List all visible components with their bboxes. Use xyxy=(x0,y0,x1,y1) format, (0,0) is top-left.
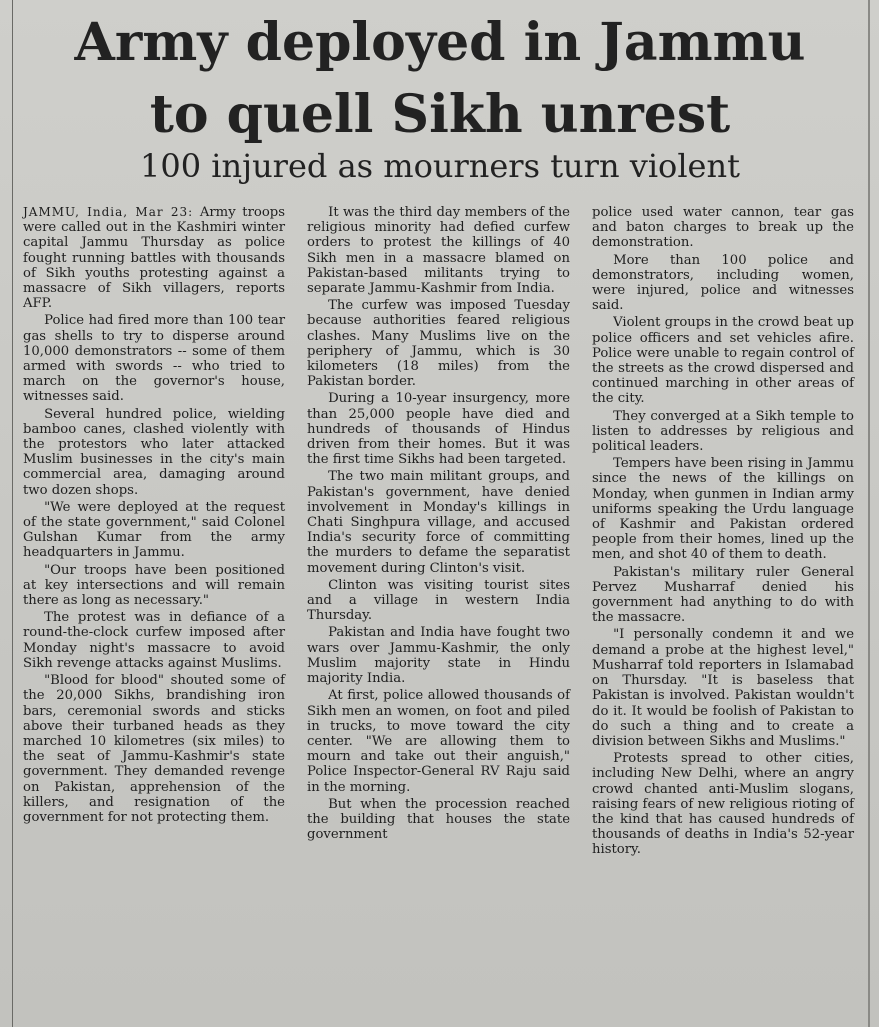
article-paragraph: police used water cannon, tear gas and baton charges to break up the demonstration. xyxy=(592,205,854,251)
article-paragraph: "We were deployed at the request of the state government," said Colonel Gulshan Kumar from the army headquarters in Jammu. xyxy=(23,499,285,561)
article-paragraph: They converged at a Sikh temple to listen to addresses by religious and political leaders. xyxy=(592,408,854,455)
article-column-3 xyxy=(592,205,854,860)
dateline: JAMMU, India, Mar 23: xyxy=(23,205,194,219)
article-paragraph: But when the procession reached the building that houses the state government xyxy=(307,796,570,843)
left-column-rule xyxy=(12,0,13,1027)
right-edge-rule xyxy=(868,0,870,1027)
article-paragraph: The curfew was imposed Tuesday because authorities feared religious clashes. Many Muslims live on the periphery of Jammu, which is 30 kilometers (18 miles) from the Pakistan border. xyxy=(307,298,570,390)
article-paragraph: More than 100 police and demonstrators, including women, were injured, police and witnesses said. xyxy=(592,252,854,314)
article-paragraph: The two main militant groups, and Pakistan's government, have denied involvement in Monday's killings in Chati Singhpura village, and accused India's security force of committing the murders to defame the separatist movement during Clinton's visit. xyxy=(307,469,570,576)
subheadline: 100 injured as mourners turn violent xyxy=(140,147,740,185)
article-paragraph: The protest was in defiance of a round-the-clock curfew imposed after Monday night's massacre to avoid Sikh revenge attacks against Muslims. xyxy=(23,610,285,671)
article-paragraph: "I personally condemn it and we demand a probe at the highest level," Musharraf told reporters in Islamabad on Thursday. "It is baseless that Pakistan is involved. Pakistan wouldn't do it. It would be foolish of Pakistan to do such a thing and to create a division between Sikhs and Muslims." xyxy=(592,627,854,749)
headline-line-1: Army deployed in Jammu xyxy=(74,12,806,73)
article-paragraph: Protests spread to other cities, including New Delhi, where an angry crowd chanted anti-Muslim slogans, raising fears of new religious rioting of the kind that has caused hundreds of thousands of deaths in India's 52-year history. xyxy=(592,751,854,858)
article-paragraph: "Blood for blood" shouted some of the 20,000 Sikhs, brandishing iron bars, ceremonial swords and sticks above their turbaned heads as they marched 10 kilometres (six miles) to the seat of Jammu-Kashmir's state government. They demanded revenge on Pakistan, apprehension of the killers, and resignation of the government for not protecting them. xyxy=(23,673,285,825)
headline-line-2: to quell Sikh unrest xyxy=(149,84,731,145)
dateline-paragraph xyxy=(23,205,285,311)
article-paragraph: Pakistan's military ruler General Pervez Musharraf denied his government had anything to do with the massacre. xyxy=(592,564,854,626)
article-paragraph: During a 10-year insurgency, more than 25,000 people have died and hundreds of thousands of Hindus driven from their homes. But it was the first time Sikhs had been targeted. xyxy=(307,391,570,468)
article-paragraph: Army troops were called out in the Kashmiri winter capital Jammu Thursday as police fought running battles with thousands of Sikh youths protesting against a massacre of Sikh villagers, reports AFP. xyxy=(23,205,285,312)
article-column-1 xyxy=(23,205,285,827)
article-paragraph: At first, police allowed thousands of Sikh men an women, on foot and piled in trucks, to move toward the city center. "We are allowing them to mourn and take out their anguish," Police Inspector-General RV Raju said in the morning. xyxy=(307,688,570,795)
article-paragraph: It was the third day members of the religious minority had defied curfew orders to protest the killings of 40 Sikh men in a massacre blamed on Pakistan-based militants trying to separate Jammu-Kashmir from India. xyxy=(307,205,570,297)
article-column-2 xyxy=(307,205,570,844)
article-paragraph: Violent groups in the crowd beat up police officers and set vehicles afire. Police were unable to regain control of the streets as the crowd dispersed and continued marching in other areas of the city. xyxy=(592,315,854,407)
article-paragraph: Tempers have been rising in Jammu since the news of the killings on Monday, when gunmen in Indian army uniforms speaking the Urdu language of Kashmir and Pakistan ordered people from their homes, lined up the men, and shot 40 of them to death. xyxy=(592,456,854,563)
article-paragraph: Police had fired more than 100 tear gas shells to try to disperse around 10,000 demonstrators -- some of them armed with swords -- who tried to march on the governor's house, witnesses said. xyxy=(23,313,285,405)
article-paragraph: Several hundred police, wielding bamboo canes, clashed violently with the protestors who later attacked Muslim businesses in the city's main commercial area, damaging around two dozen shops. xyxy=(23,406,285,498)
article-paragraph: Pakistan and India have fought two wars over Jammu-Kashmir, the only Muslim majority state in Hindu majority India. xyxy=(307,625,570,687)
article-paragraph: "Our troops have been positioned at key intersections and will remain there as long as necessary." xyxy=(23,562,285,609)
article-paragraph: Clinton was visiting tourist sites and a village in western India Thursday. xyxy=(307,577,570,624)
